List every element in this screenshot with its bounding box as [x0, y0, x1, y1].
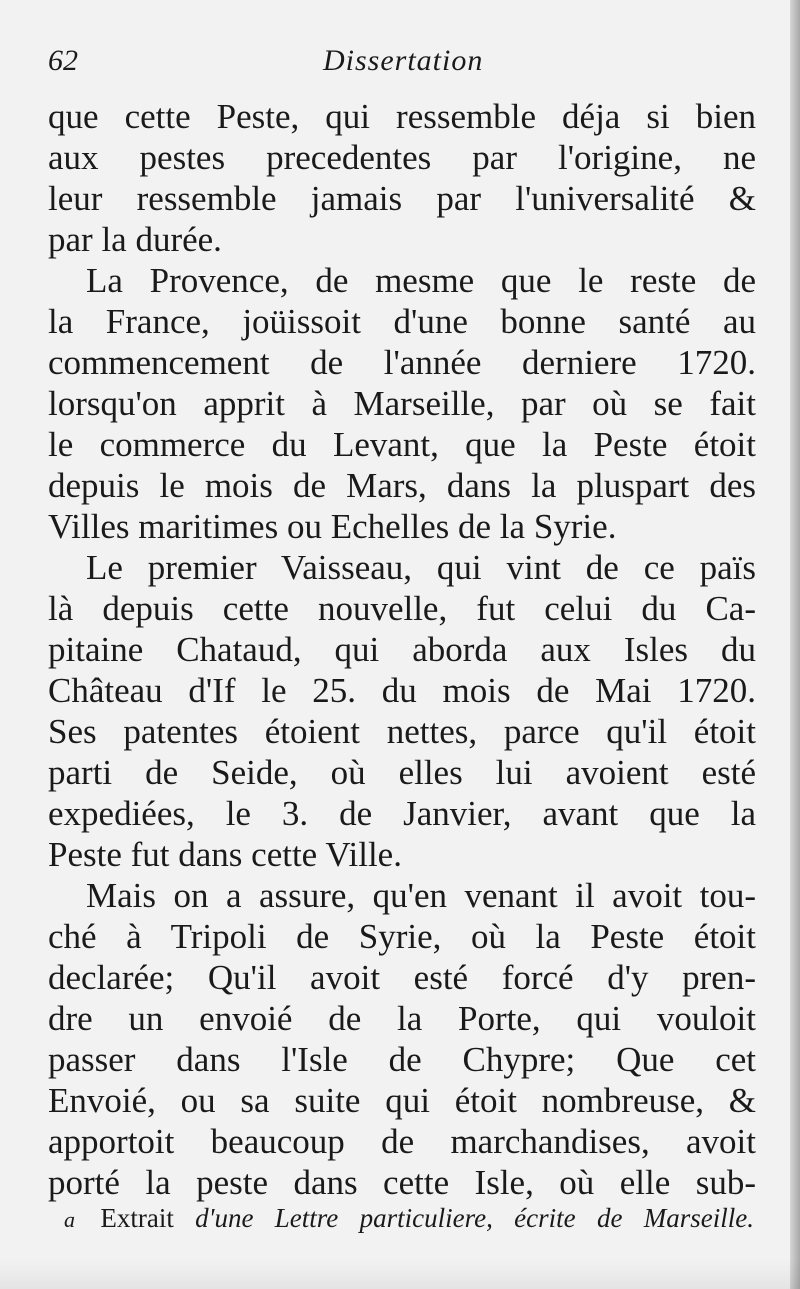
- text-line: Peste fut dans cette Ville.: [48, 835, 402, 874]
- text-line: Ses patentes étoient nettes, parce qu'il étoit: [48, 712, 756, 751]
- page-number: 62: [48, 44, 78, 77]
- text-line: leur ressemble jamais par l'universalité &: [48, 179, 756, 218]
- text-line: aux pestes precedentes par l'origine, ne: [48, 138, 756, 177]
- text-line: lorsqu'on apprit à Marseille, par où se fait: [48, 384, 756, 423]
- text-line: porté la peste dans cette Isle, où elle sub-: [48, 1163, 756, 1202]
- footnote-text-roman: Extrait: [100, 1203, 174, 1233]
- text-line: la France, joüissoit d'une bonne santé au: [48, 302, 756, 341]
- text-line: ché à Tripoli de Syrie, où la Peste étoit: [48, 917, 756, 956]
- text-line: Envoié, ou sa suite qui étoit nombreuse, &: [48, 1081, 756, 1120]
- text-line: Le premier Vaisseau, qui vint de ce païs: [86, 548, 756, 587]
- text-line: Villes maritimes ou Echelles de la Syrie.: [48, 507, 617, 546]
- text-line: parti de Seide, où elles lui avoient esté: [48, 753, 756, 792]
- text-line: passer dans l'Isle de Chypre; Que cet: [48, 1040, 756, 1079]
- text-line: depuis le mois de Mars, dans la pluspart des: [48, 466, 756, 505]
- page-header: [48, 44, 758, 88]
- running-title: Dissertation: [323, 44, 484, 77]
- text-line: Château d'If le 25. du mois de Mai 1720.: [48, 671, 756, 710]
- text-line: le commerce du Levant, que la Peste étoit: [48, 425, 756, 464]
- text-line: declarée; Qu'il avoit esté forcé d'y pren-: [48, 958, 756, 997]
- text-line: Mais on a assure, qu'en venant il avoit tou-: [86, 876, 756, 915]
- text-line: là depuis cette nouvelle, fut celui du Ca-: [48, 589, 756, 628]
- footnote: [64, 1203, 754, 1234]
- text-line: expediées, le 3. de Janvier, avant que la: [48, 794, 756, 833]
- text-line: La Provence, de mesme que le reste de: [86, 261, 756, 300]
- text-line: que cette Peste, qui ressemble déja si bien: [48, 97, 756, 136]
- text-line: pitaine Chataud, qui aborda aux Isles du: [48, 630, 756, 669]
- text-line: dre un envoié de la Porte, qui vouloit: [48, 999, 756, 1038]
- text-line: apportoit beaucoup de marchandises, avoit: [48, 1122, 756, 1161]
- page-edge: [790, 0, 800, 1289]
- footnote-text-italic: d'une Lettre particuliere, écrite de Marseille.: [195, 1203, 755, 1233]
- body-text: [48, 96, 756, 1203]
- text-line: commencement de l'année derniere 1720.: [48, 343, 756, 382]
- text-line: par la durée.: [48, 220, 222, 259]
- footnote-mark: a: [64, 1207, 75, 1232]
- page-shadow: [0, 1259, 800, 1289]
